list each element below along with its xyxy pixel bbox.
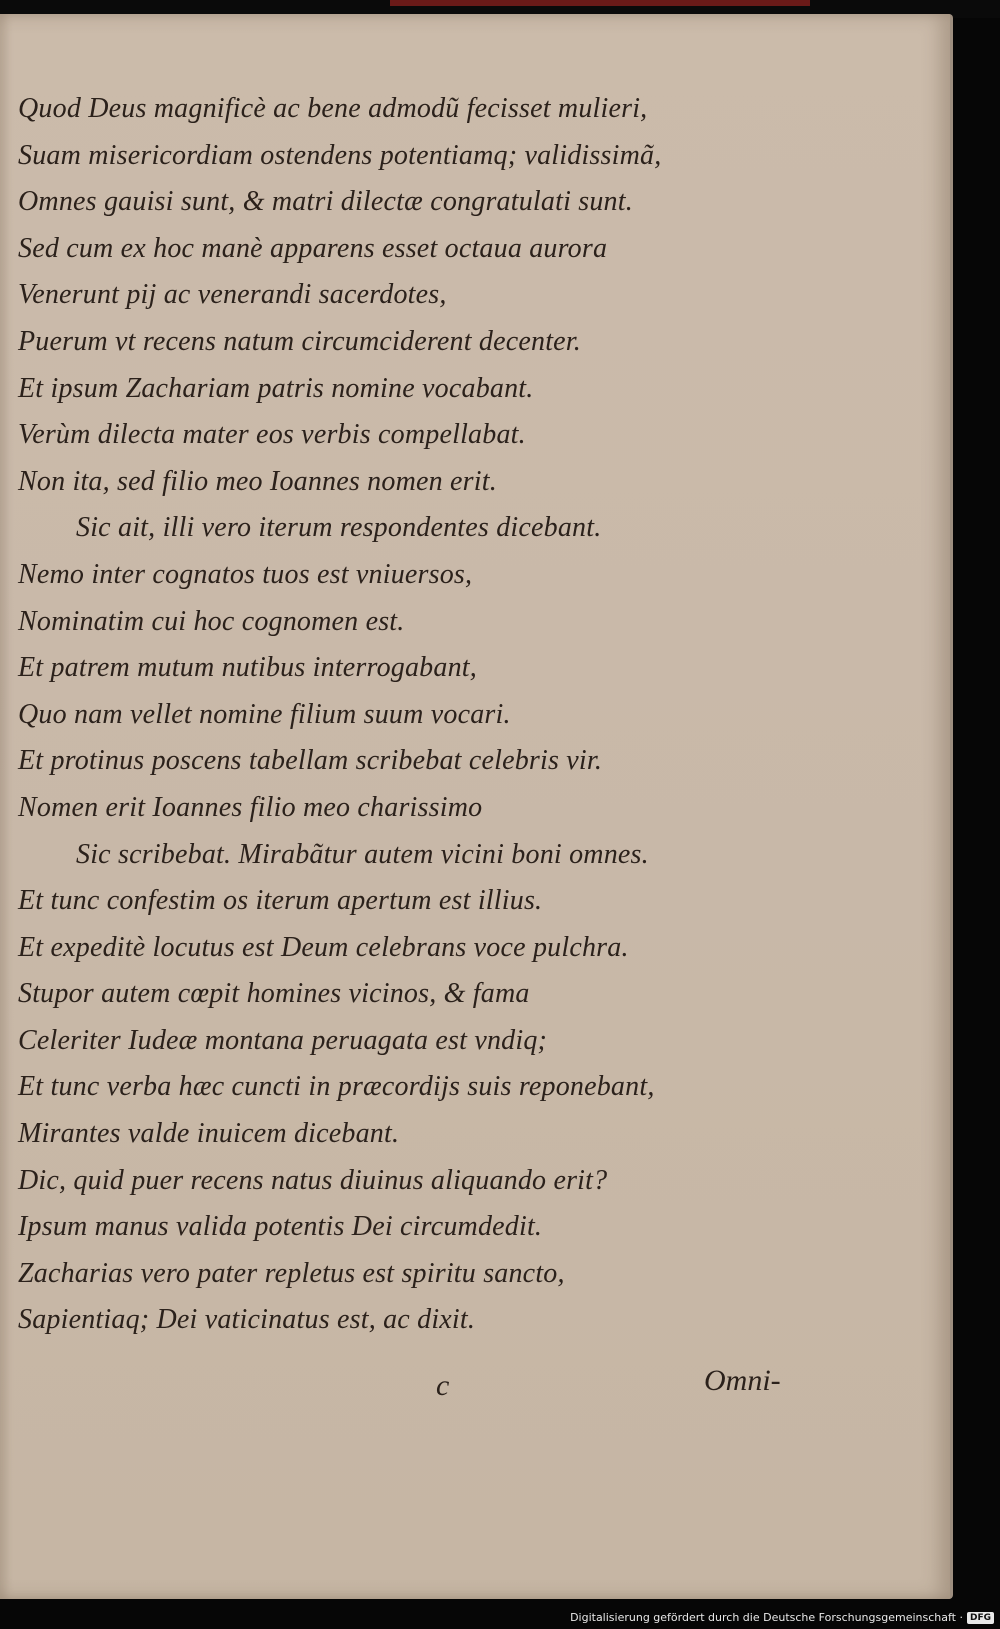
verse-line: Nemo inter cognatos tuos est vniuersos, bbox=[18, 558, 473, 590]
binding-edge bbox=[390, 0, 810, 6]
verse-line: Puerum vt recens natum circumciderent decenter. bbox=[18, 325, 581, 357]
verse-line: Mirantes valde inuicem dicebant. bbox=[18, 1118, 400, 1150]
verse-line: Et tunc confestim os iterum apertum est illius. bbox=[18, 885, 543, 917]
verse-line: Non ita, sed filio meo Ioannes nomen erit. bbox=[18, 465, 497, 497]
verse-line: Celeriter Iudeæ montana peruagata est vndiq; bbox=[18, 1024, 548, 1056]
signature-mark: c bbox=[436, 1369, 450, 1402]
verse-line: Omnes gauisi sunt, & matri dilectæ congratulati sunt. bbox=[18, 186, 633, 218]
verse-text-block bbox=[18, 86, 898, 1344]
footer-credit: Digitalisierung gefördert durch die Deutsche Forschungsgemeinschaft · bbox=[570, 1611, 963, 1624]
verse-line: Et tunc verba hæc cuncti in præcordijs suis reponebant, bbox=[18, 1071, 655, 1103]
verse-line: Verùm dilecta mater eos verbis compellabat. bbox=[18, 419, 526, 451]
verse-line: Sic scribebat. Mirabãtur autem vicini boni omnes. bbox=[76, 838, 649, 870]
verse-line: Et patrem mutum nutibus interrogabant, bbox=[18, 652, 477, 684]
verse-line: Dic, quid puer recens natus diuinus aliquando erit? bbox=[18, 1164, 608, 1196]
verse-line: Sapientiaq; Dei vaticinatus est, ac dixit. bbox=[18, 1304, 476, 1336]
verse-line: Quod Deus magnificè ac bene admodũ fecisset mulieri, bbox=[18, 93, 648, 124]
verse-line: Nomen erit Ioannes filio meo charissimo bbox=[18, 791, 483, 823]
verse-line: Ipsum manus valida potentis Dei circumdedit. bbox=[18, 1211, 543, 1243]
verse-line: Et ipsum Zachariam patris nomine vocabant. bbox=[18, 372, 534, 404]
digitization-footer bbox=[570, 1611, 994, 1624]
dfg-logo-icon: DFG bbox=[967, 1612, 994, 1624]
verse-line: Stupor autem cœpit homines vicinos, & fama bbox=[18, 978, 530, 1010]
book-page bbox=[0, 14, 953, 1599]
verse-line: Nominatim cui hoc cognomen est. bbox=[18, 605, 405, 637]
verse-line: Zacharias vero pater repletus est spiritu sancto, bbox=[18, 1257, 565, 1289]
verse-line: Et expeditè locutus est Deum celebrans voce pulchra. bbox=[18, 931, 629, 963]
catchword: Omni- bbox=[704, 1364, 781, 1397]
verse-line: Sed cum ex hoc manè apparens esset octaua aurora bbox=[18, 232, 608, 264]
verse-line: Suam misericordiam ostendens potentiamq; validissimã, bbox=[18, 139, 662, 171]
verse-line: Quo nam vellet nomine filium suum vocari. bbox=[18, 698, 511, 730]
verse-line: Et protinus poscens tabellam scribebat celebris vir. bbox=[18, 745, 603, 777]
verse-line: Venerunt pij ac venerandi sacerdotes, bbox=[18, 279, 447, 311]
verse-line: Sic ait, illi vero iterum respondentes dicebant. bbox=[76, 512, 602, 544]
